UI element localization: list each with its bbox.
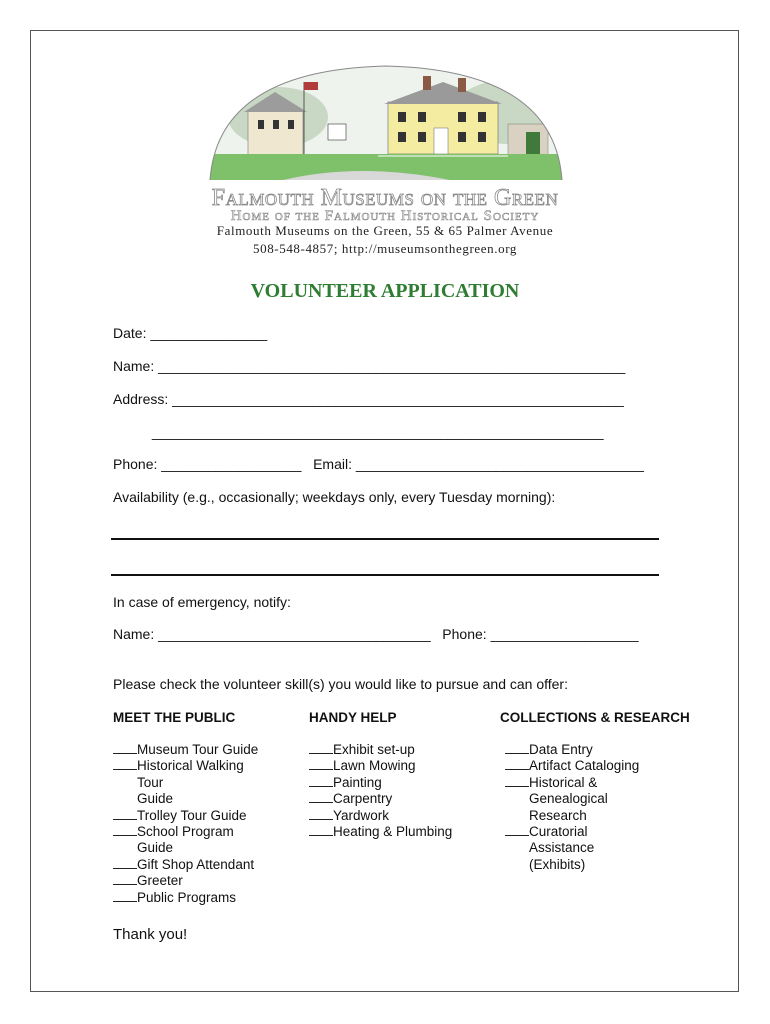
checkbox-blank[interactable] xyxy=(309,758,333,770)
skill-item-heating-plumbing[interactable]: Heating & Plumbing xyxy=(309,824,452,840)
skill-item-continuation: (Exhibits) xyxy=(529,856,586,872)
skill-item-museum-tour-guide[interactable]: Museum Tour Guide xyxy=(113,742,258,758)
skill-item-carpentry[interactable]: Carpentry xyxy=(309,791,452,807)
skills-prompt: Please check the volunteer skill(s) you would like to pursue and can offer: xyxy=(113,676,568,692)
form-title: VOLUNTEER APPLICATION xyxy=(250,280,520,302)
museum-address: Falmouth Museums on the Green, 55 & 65 Palmer Avenue xyxy=(216,223,554,238)
museum-logo-illustration xyxy=(208,62,564,184)
skill-item-continuation: Genealogical xyxy=(529,791,608,807)
skill-item-continuation: Guide xyxy=(137,791,174,807)
availability-line-1[interactable] xyxy=(111,538,659,540)
address-line-2-field[interactable]: __________________________________________________________ xyxy=(113,424,604,440)
skill-item-school-program-guide[interactable]: School Program xyxy=(113,824,258,840)
skill-item-trolley-tour-guide[interactable]: Trolley Tour Guide xyxy=(113,808,258,824)
checkbox-blank[interactable] xyxy=(505,742,529,754)
checkbox-blank[interactable] xyxy=(113,824,137,836)
skill-item-public-programs[interactable]: Public Programs xyxy=(113,890,258,906)
meet-the-public-list xyxy=(113,742,258,906)
checkbox-blank[interactable] xyxy=(505,775,529,787)
checkbox-blank[interactable] xyxy=(309,742,333,754)
skill-item-gift-shop-attendant[interactable]: Gift Shop Attendant xyxy=(113,857,258,873)
availability-label: Availability (e.g., occasionally; weekdays only, every Tuesday morning): xyxy=(113,489,556,505)
column-heading-collections-research: COLLECTIONS & RESEARCH xyxy=(500,710,690,725)
checkbox-blank[interactable] xyxy=(113,758,137,770)
emergency-label: In case of emergency, notify: xyxy=(113,594,291,610)
skill-item-painting[interactable]: Painting xyxy=(309,775,452,791)
skill-item-continuation: Tour xyxy=(137,774,164,790)
organization-name: Falmouth Museums on the Green xyxy=(211,185,559,211)
checkbox-blank[interactable] xyxy=(309,775,333,787)
organization-subtitle: Home of the Falmouth Historical Society xyxy=(230,208,540,224)
phone-email-field[interactable]: Phone: __________________ Email: _____________________________________ xyxy=(113,456,644,472)
checkbox-blank[interactable] xyxy=(113,857,137,869)
skill-item-curatorial-assistance[interactable]: Curatorial xyxy=(505,824,639,840)
checkbox-blank[interactable] xyxy=(505,824,529,836)
column-heading-handy-help: HANDY HELP xyxy=(309,710,397,725)
checkbox-blank[interactable] xyxy=(309,791,333,803)
date-field[interactable]: Date: _______________ xyxy=(113,325,268,341)
museum-contact: 508-548-4857; http://museumsonthegreen.org xyxy=(253,241,517,256)
collections-research-list xyxy=(505,742,639,873)
skill-item-lawn-mowing[interactable]: Lawn Mowing xyxy=(309,758,452,774)
emergency-name-phone-field[interactable]: Name: ___________________________________ Phone: ___________________ xyxy=(113,626,639,642)
checkbox-blank[interactable] xyxy=(113,808,137,820)
name-field[interactable]: Name: ____________________________________________________________ xyxy=(113,358,626,374)
skill-item-greeter[interactable]: Greeter xyxy=(113,873,258,889)
closing-thank-you: Thank you! xyxy=(113,926,188,943)
checkbox-blank[interactable] xyxy=(113,890,137,902)
checkbox-blank[interactable] xyxy=(113,873,137,885)
checkbox-blank[interactable] xyxy=(505,758,529,770)
skill-item-continuation: Assistance xyxy=(529,840,595,856)
skill-item-exhibit-setup[interactable]: Exhibit set-up xyxy=(309,742,452,758)
skill-item-artifact-cataloging[interactable]: Artifact Cataloging xyxy=(505,758,639,774)
address-field[interactable]: Address: __________________________________________________________ xyxy=(113,391,624,407)
checkbox-blank[interactable] xyxy=(113,742,137,754)
checkbox-blank[interactable] xyxy=(309,824,333,836)
handy-help-list xyxy=(309,742,452,840)
skill-item-data-entry[interactable]: Data Entry xyxy=(505,742,639,758)
skill-item-continuation: Research xyxy=(529,807,587,823)
checkbox-blank[interactable] xyxy=(309,808,333,820)
skill-item-yardwork[interactable]: Yardwork xyxy=(309,808,452,824)
skill-item-continuation: Guide xyxy=(137,840,174,856)
skill-item-historical-genealogical-research[interactable]: Historical & xyxy=(505,775,639,791)
column-heading-meet-the-public: MEET THE PUBLIC xyxy=(113,710,236,725)
skill-item-historical-walking-tour-guide[interactable]: Historical Walking xyxy=(113,758,258,774)
availability-line-2[interactable] xyxy=(111,574,659,576)
